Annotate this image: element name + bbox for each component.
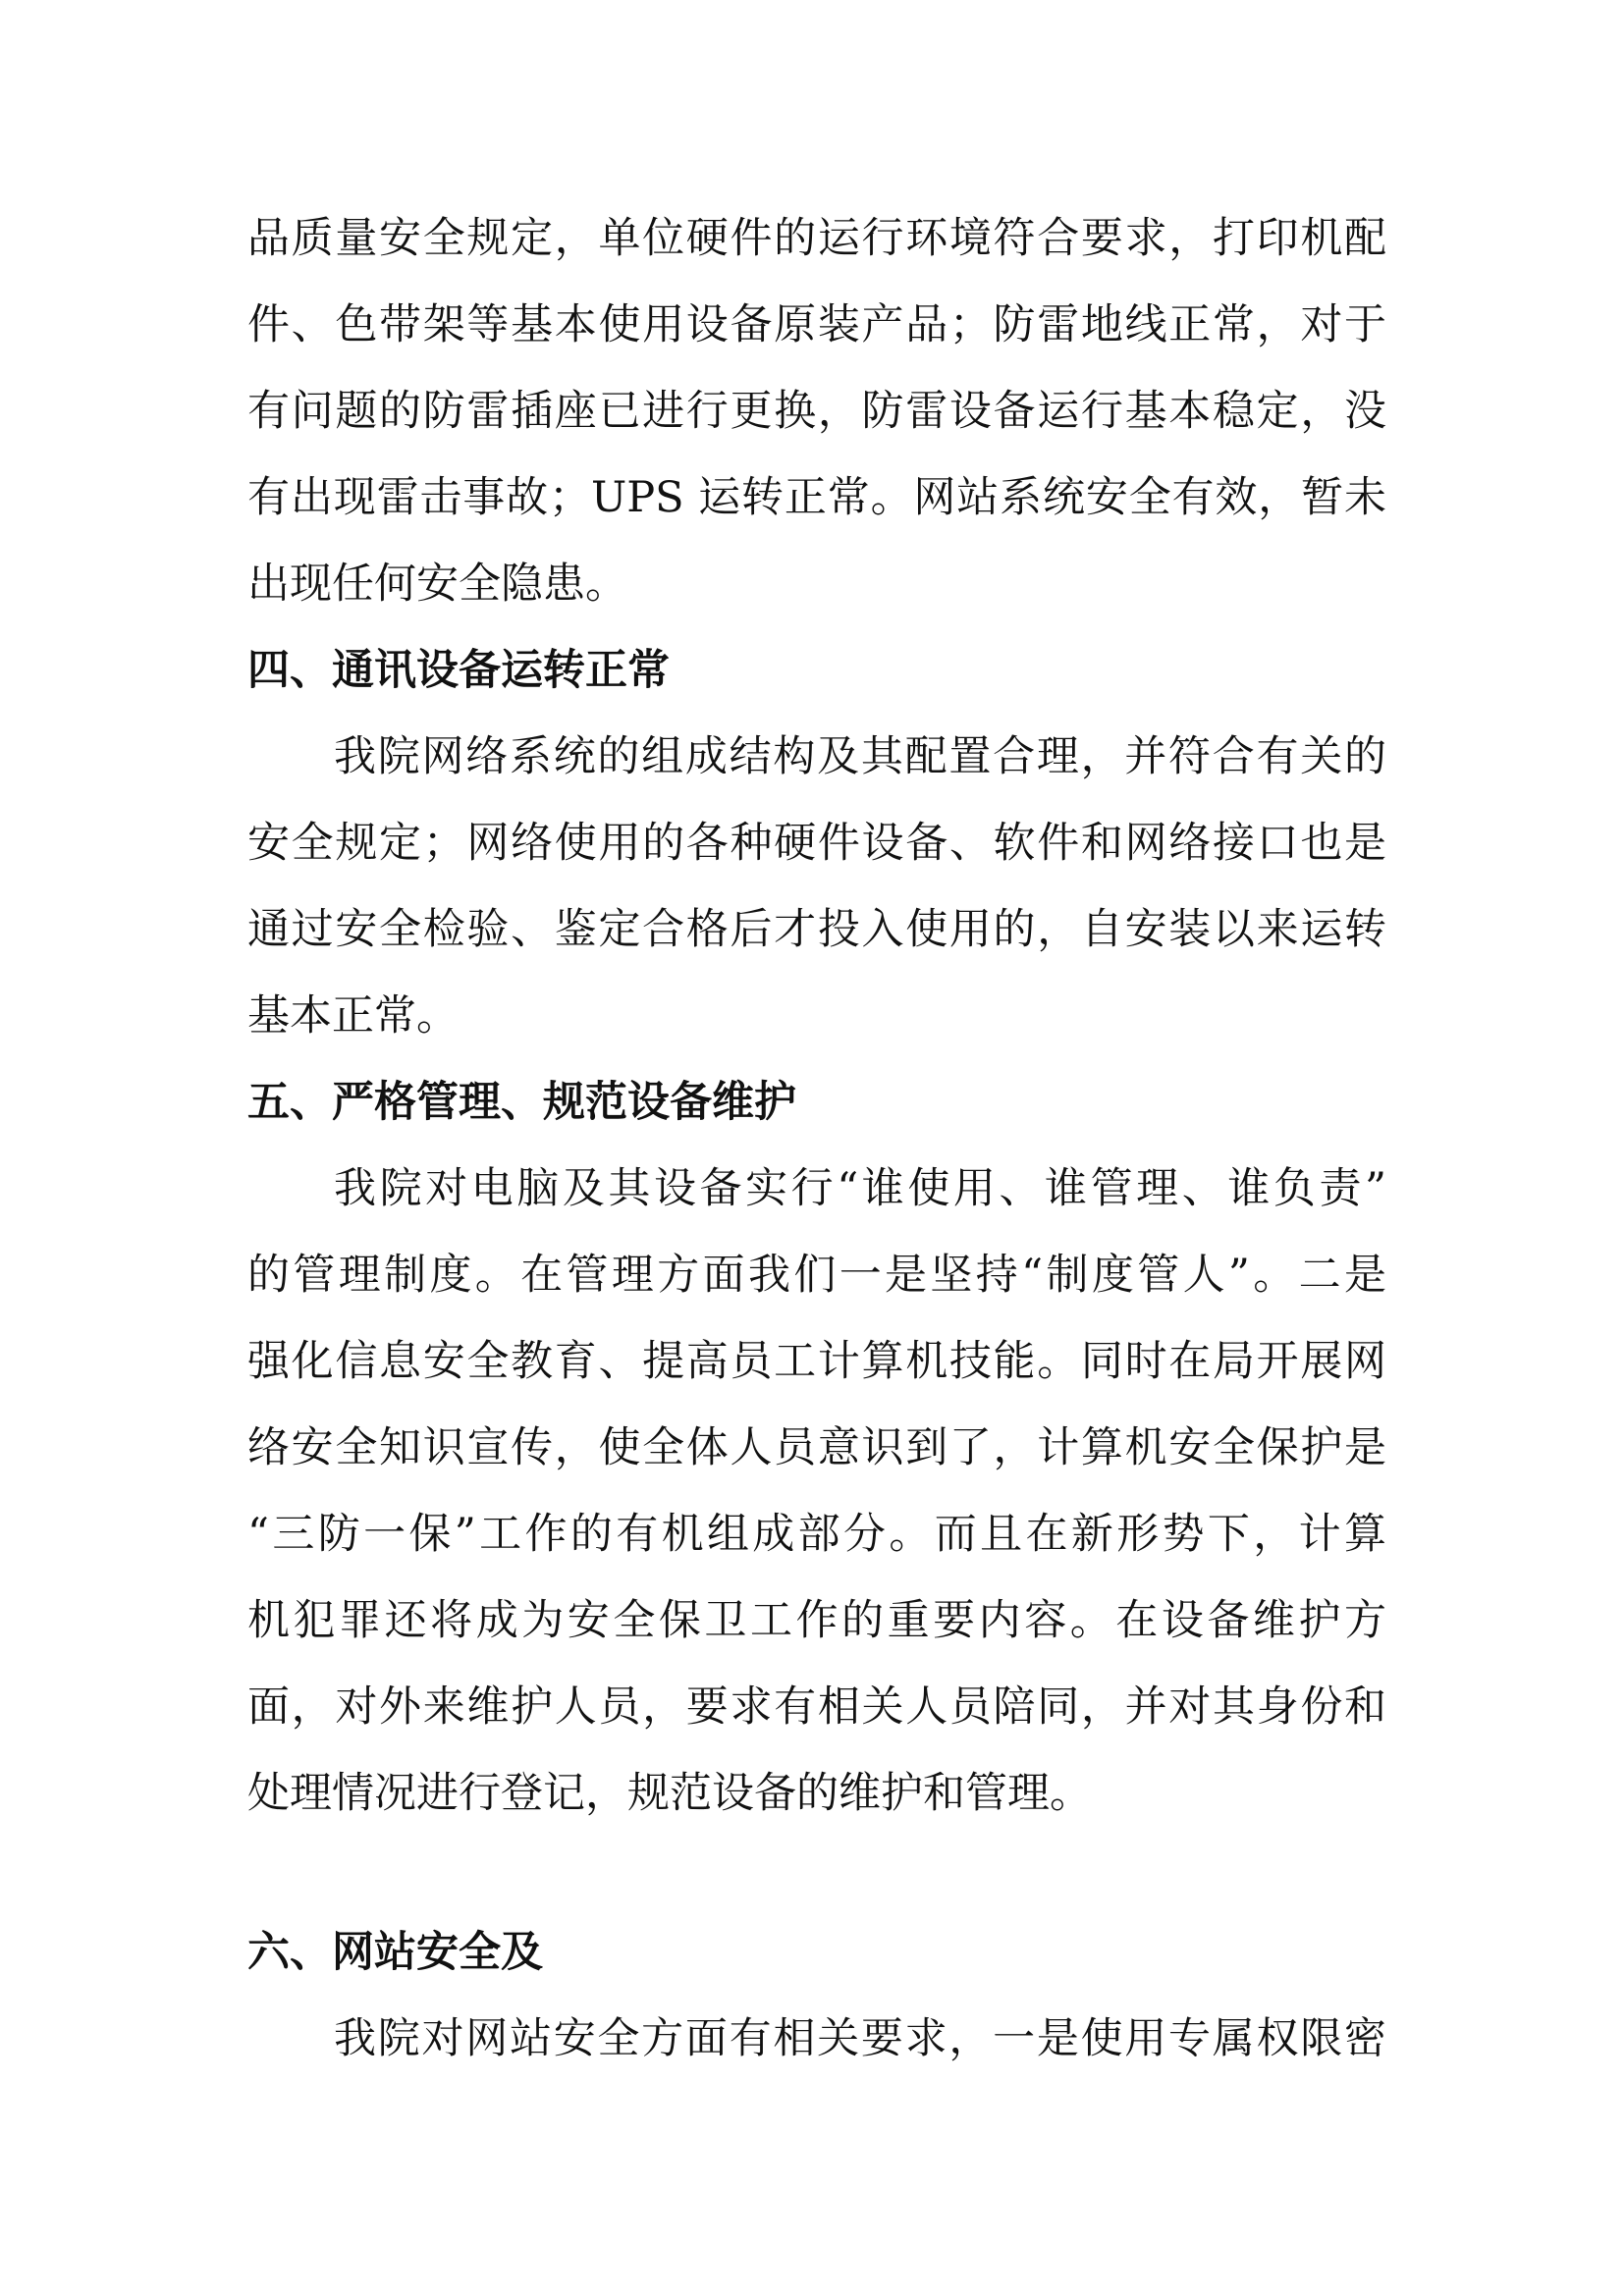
paragraph-line: 有出现雷击事故；UPS 运转正常。网站系统安全有效，暂未 [247, 473, 1386, 522]
paragraph-line: 安全规定；网络使用的各种硬件设备、软件和网络接口也是 [247, 819, 1386, 868]
paragraph-line: 处理情况进行登记，规范设备的维护和管理。 [247, 1769, 1092, 1818]
section-heading: 四、通讯设备运转正常 [247, 646, 670, 695]
section-heading: 六、网站安全及 [247, 1928, 543, 1977]
paragraph-line: 我院对电脑及其设备实行“谁使用、谁管理、谁负责” [334, 1164, 1386, 1213]
paragraph-line: 面，对外来维护人员，要求有相关人员陪同，并对其身份和 [247, 1682, 1386, 1732]
paragraph-line: 出现任何安全隐患。 [247, 560, 627, 609]
paragraph-line: 基本正常。 [247, 991, 459, 1041]
paragraph-line: 有问题的防雷插座已进行更换，防雷设备运行基本稳定，没 [247, 387, 1386, 436]
paragraph-line: 品质量安全规定，单位硬件的运行环境符合要求，打印机配 [247, 214, 1386, 263]
paragraph-line: 我院网络系统的组成结构及其配置合理，并符合有关的 [334, 732, 1386, 781]
paragraph-line: 机犯罪还将成为安全保卫工作的重要内容。在设备维护方 [247, 1596, 1386, 1645]
paragraph-line: 的管理制度。在管理方面我们一是坚持“制度管人”。二是 [247, 1251, 1386, 1300]
paragraph-line: 通过安全检验、鉴定合格后才投入使用的，自安装以来运转 [247, 905, 1386, 954]
section-heading: 五、严格管理、规范设备维护 [247, 1078, 796, 1127]
paragraph-line: 络安全知识宣传，使全体人员意识到了，计算机安全保护是 [247, 1423, 1386, 1472]
paragraph-line: 强化信息安全教育、提高员工计算机技能。同时在局开展网 [247, 1337, 1386, 1386]
paragraph-line: 件、色带架等基本使用设备原装产品；防雷地线正常，对于 [247, 300, 1386, 349]
paragraph-line: 我院对网站安全方面有相关要求，一是使用专属权限密 [334, 2014, 1386, 2063]
paragraph-line: “三防一保”工作的有机组成部分。而且在新形势下，计算 [247, 1510, 1386, 1559]
